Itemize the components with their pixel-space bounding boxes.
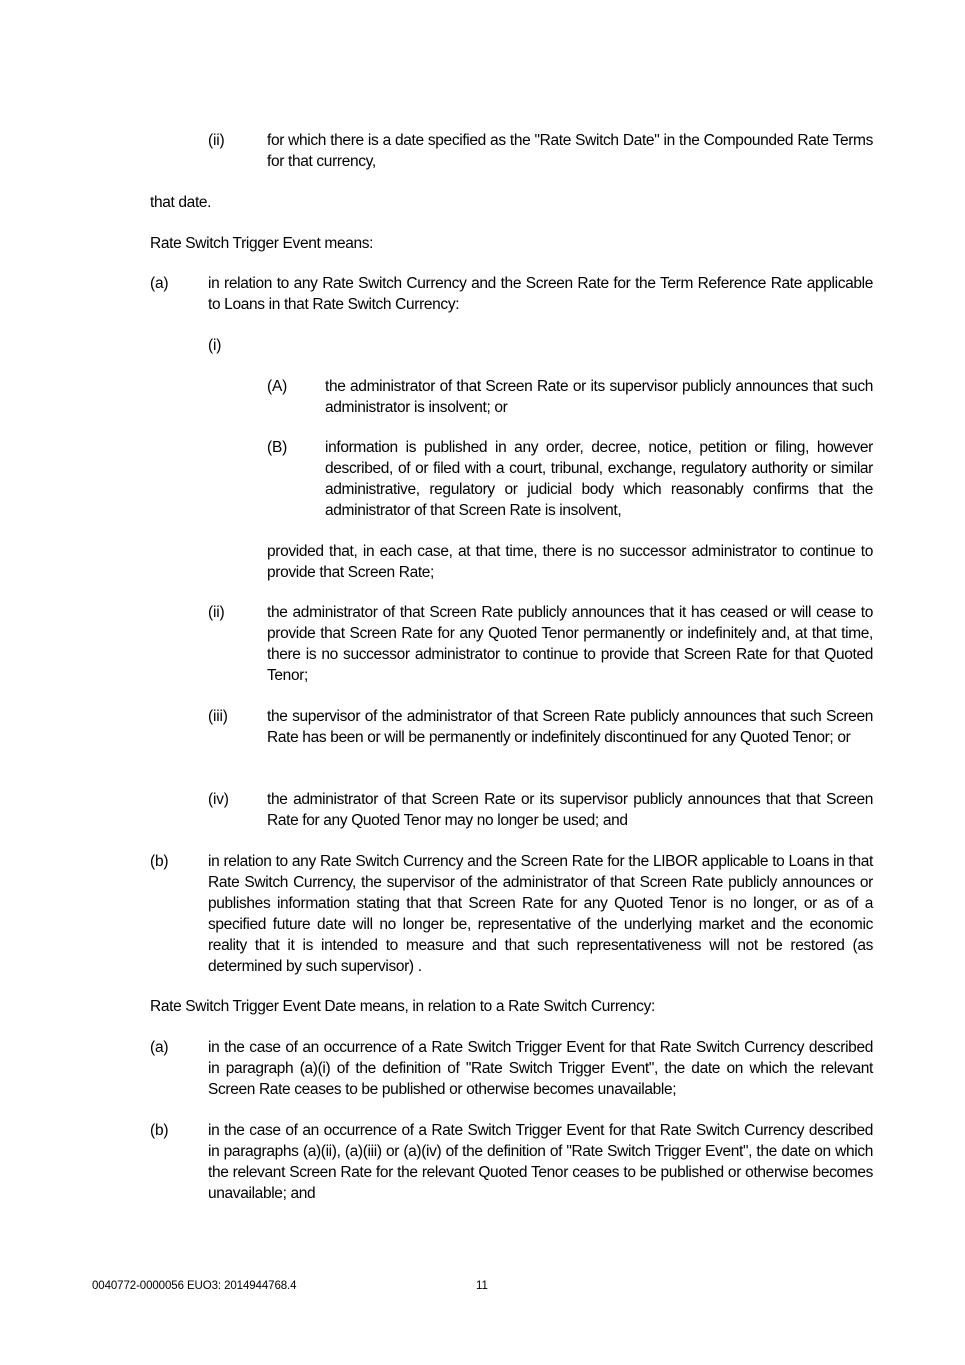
definition-heading: Rate Switch Trigger Event means: <box>150 235 374 252</box>
item-number: (ii) <box>208 604 225 621</box>
clause-text: in relation to any Rate Switch Currency and the Screen Rate for the Term Reference Rate applicable to Loans in that Rate Switch Currency: <box>208 275 873 313</box>
item-number: (ii) <box>208 132 225 149</box>
item-number: (iv) <box>208 791 229 808</box>
clause-text: the supervisor of the administrator of that Screen Rate publicly announces that such Screen Rate has been or will be permanently or indefinitely discontinued for any Quoted Tenor; or <box>267 708 873 746</box>
page-number: 11 <box>476 1280 488 1292</box>
clause-text: information is published in any order, decree, notice, petition or filing, however described, of or filed with a court, tribunal, exchange, regulatory authority or similar administrative, regulatory or judicial body which reasonably confirms that the administrator of that Screen Rate is insolvent, <box>325 439 873 519</box>
clause-text: in the case of an occurrence of a Rate Switch Trigger Event for that Rate Switch Currency described in paragraphs (a)(ii), (a)(iii) or (a)(iv) of the definition of "Rate Switch Trigger Event", the date on which the relevant Screen Rate for the relevant Quoted Tenor ceases to be published or otherwise becomes unavailable; and <box>208 1122 873 1202</box>
clause-text: the administrator of that Screen Rate or its supervisor publicly announces that such administrator is insolvent; or <box>325 378 873 416</box>
clause-text: in relation to any Rate Switch Currency and the Screen Rate for the LIBOR applicable to Loans in that Rate Switch Currency, the supervisor of the administrator of that Screen Rate publicly announces or publishes information stating that that Screen Rate for any Quoted Tenor is no longer, or as of a specified future date will no longer be, representative of the underlying market and the economic reality that it is intended to measure and that such representativeness will not be restored (as determined by such supervisor) . <box>208 853 873 975</box>
item-number: (A) <box>267 378 288 395</box>
item-number: (b) <box>150 853 169 870</box>
item-number: (a) <box>150 1039 169 1056</box>
item-number: (i) <box>208 337 222 354</box>
clause-text: provided that, in each case, at that time, there is no successor administrator to continue to provide that Screen Rate; <box>267 543 873 581</box>
definition-heading: Rate Switch Trigger Event Date means, in relation to a Rate Switch Currency: <box>150 998 655 1015</box>
item-number: (B) <box>267 439 288 456</box>
item-number: (iii) <box>208 708 228 725</box>
clause-text: the administrator of that Screen Rate publicly announces that it has ceased or will cease to provide that Screen Rate for any Quoted Tenor permanently or indefinitely and, at that time, there is no successor administrator to continue to provide that Screen Rate for that Quoted Tenor; <box>267 604 873 684</box>
item-number: (a) <box>150 275 169 292</box>
clause-text: in the case of an occurrence of a Rate Switch Trigger Event for that Rate Switch Currency described in paragraph (a)(i) of the definition of "Rate Switch Trigger Event", the date on which the relevant Screen Rate ceases to be published or otherwise becomes unavailable; <box>208 1039 873 1098</box>
clause-text: the administrator of that Screen Rate or its supervisor publicly announces that that Screen Rate for any Quoted Tenor may no longer be used; and <box>267 791 873 829</box>
clause-text: that date. <box>150 194 212 211</box>
footer-doc-ref: 0040772-0000056 EUO3: 2014944768.4 <box>92 1280 297 1292</box>
clause-text: for which there is a date specified as the "Rate Switch Date" in the Compounded Rate Terms for that currency, <box>267 132 873 170</box>
item-number: (b) <box>150 1122 169 1139</box>
